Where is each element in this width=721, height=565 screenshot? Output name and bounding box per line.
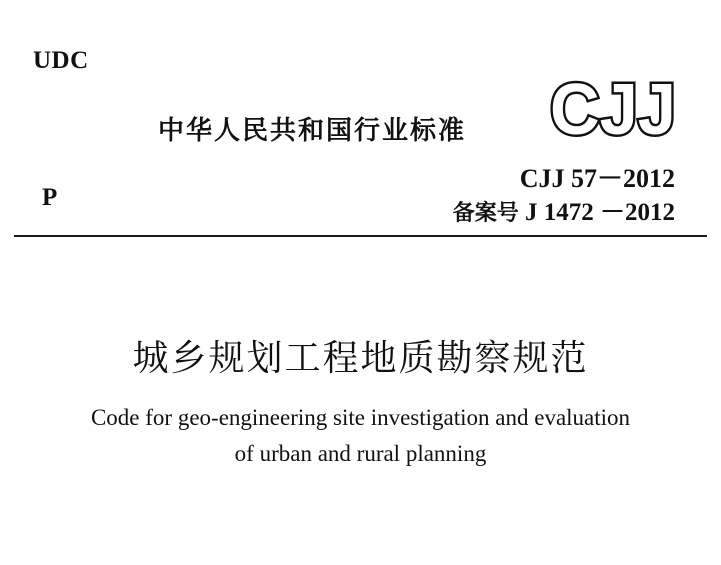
record-label: 备案号 <box>452 201 519 226</box>
industry-standard-heading: 中华人民共和国行业标准 <box>158 116 467 146</box>
category-label: P <box>42 184 58 211</box>
header-divider <box>14 235 707 237</box>
cjj-logo <box>548 76 678 142</box>
chinese-title: 城乡规划工程地质勘察规范 <box>132 338 589 379</box>
cjj-logo-text: CJJ <box>550 76 676 142</box>
record-number: J 1472 －2012 <box>524 199 675 226</box>
english-title-line-1: Code for geo-engineering site investigation and evaluation <box>90 405 631 430</box>
record-number-line <box>453 192 675 228</box>
english-title <box>0 400 721 472</box>
udc-label: UDC <box>33 47 89 74</box>
english-title-line-2: of urban and rural planning <box>234 441 487 466</box>
standard-number: CJJ 57－2012 <box>519 164 675 193</box>
